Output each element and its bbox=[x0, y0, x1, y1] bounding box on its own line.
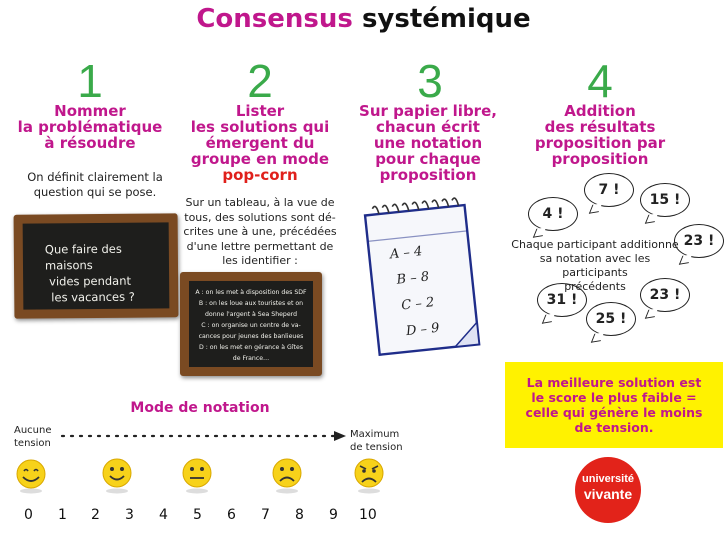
step-4-heading-line: proposition par bbox=[534, 134, 666, 152]
score-bubble: 23 ! bbox=[640, 278, 690, 312]
step-4-text-line: sa notation avec les participants bbox=[539, 252, 651, 279]
scale-tick: 5 bbox=[193, 507, 202, 523]
step-1-heading bbox=[0, 103, 180, 151]
score-bubble: 4 ! bbox=[528, 197, 578, 231]
scale-right-label-line: Maximum bbox=[350, 429, 400, 440]
step-4-text bbox=[510, 238, 680, 294]
logo-line-1: université bbox=[582, 473, 634, 485]
university-logo bbox=[575, 457, 641, 523]
step-1-number: 1 bbox=[77, 55, 103, 107]
scale-tick: 2 bbox=[91, 507, 100, 523]
notepad-line: B – 8 bbox=[395, 269, 430, 288]
step-3-heading-line: Sur papier libre, bbox=[359, 102, 497, 120]
chalkboard-line: donne l'argent à Sea Sheperd bbox=[204, 311, 298, 318]
chalkboard-question bbox=[14, 213, 179, 318]
scale-arrow bbox=[60, 430, 350, 442]
scale-tick: 10 bbox=[359, 507, 377, 523]
title-part-1: Consensus bbox=[196, 4, 353, 34]
step-2-heading-line: Lister bbox=[235, 102, 285, 120]
scale-tick: 4 bbox=[159, 507, 168, 523]
scale-right-label bbox=[350, 428, 403, 454]
conclusion-line: de tension. bbox=[574, 420, 654, 435]
step-4-heading-line: proposition bbox=[551, 150, 649, 168]
notepad-line: D – 9 bbox=[405, 320, 441, 340]
step-4-number: 4 bbox=[587, 55, 613, 107]
score-bubble: 31 ! bbox=[537, 283, 587, 317]
step-3-heading-line: une notation bbox=[373, 134, 483, 152]
step-1-heading-line: Nommer bbox=[54, 102, 126, 120]
step-3-heading bbox=[348, 103, 508, 183]
chalkboard-line: Que faire des maisons bbox=[44, 241, 122, 273]
score-bubble: 23 ! bbox=[674, 224, 724, 258]
chalkboard-line: de France… bbox=[232, 355, 270, 362]
step-2-text-line: crites une à une, précédées bbox=[183, 225, 337, 239]
chalkboard-line: C : on organise un centre de va- bbox=[201, 322, 301, 329]
notepad-line: C – 2 bbox=[400, 295, 435, 314]
scale-tick: 1 bbox=[58, 507, 67, 523]
step-3-heading-line: proposition bbox=[379, 166, 477, 184]
step-2-text-line: d'une lettre permettant de bbox=[186, 239, 334, 253]
smiley-smile-icon bbox=[100, 456, 134, 494]
step-2-text-line: tous, des solutions sont dé- bbox=[184, 210, 336, 224]
step-4-heading-line: Addition bbox=[564, 102, 636, 120]
scale-tick: 7 bbox=[261, 507, 270, 523]
scale-tick: 9 bbox=[329, 507, 338, 523]
chalkboard-line: vides pendant bbox=[49, 273, 132, 289]
scale-left-label bbox=[14, 424, 52, 450]
conclusion-line: celle qui génère le moins bbox=[525, 405, 703, 420]
smiley-angry-icon bbox=[352, 456, 386, 494]
step-4-heading bbox=[520, 103, 680, 167]
scale-tick: 3 bbox=[125, 507, 134, 523]
conclusion-box bbox=[505, 362, 723, 448]
scale-tick: 6 bbox=[227, 507, 236, 523]
step-1-text-line: question qui se pose. bbox=[33, 185, 157, 199]
score-bubble: 25 ! bbox=[586, 302, 636, 336]
step-2-heading-popcorn: pop-corn bbox=[222, 166, 298, 184]
logo-line-2: vivante bbox=[583, 486, 633, 502]
notepad-line: A – 4 bbox=[389, 244, 424, 263]
chalkboard-line: D : on les met en gérance à Gîtes bbox=[199, 344, 303, 351]
step-2-heading bbox=[175, 103, 345, 183]
step-2-text-line: Sur un tableau, à la vue de bbox=[185, 196, 335, 209]
step-1-text bbox=[10, 170, 180, 200]
step-2-heading-line: les solutions qui bbox=[190, 118, 330, 136]
step-2-heading-line: émergent du bbox=[205, 134, 315, 152]
score-bubble: 15 ! bbox=[640, 183, 690, 217]
smiley-sad-icon bbox=[270, 456, 304, 494]
step-2-text bbox=[180, 196, 340, 269]
step-3-heading-line: pour chaque bbox=[375, 150, 481, 168]
smiley-neutral-icon bbox=[180, 456, 214, 494]
chalkboard-line: A : on les met à disposition des SDF bbox=[195, 289, 307, 296]
chalkboard-line: cances pour jeunes des banlieues bbox=[198, 333, 304, 340]
scale-left-label-line: tension bbox=[14, 438, 51, 449]
page-title bbox=[0, 4, 727, 34]
smiley-happy-icon bbox=[14, 458, 48, 494]
step-3-number: 3 bbox=[417, 55, 443, 107]
step-4-heading-line: des résultats bbox=[544, 118, 656, 136]
step-3-heading-line: chacun écrit bbox=[376, 118, 480, 136]
title-part-2: systémique bbox=[361, 4, 531, 34]
scale-tick: 8 bbox=[295, 507, 304, 523]
notepad bbox=[358, 196, 484, 362]
conclusion-line: La meilleure solution est bbox=[526, 375, 702, 390]
step-4-text-line: Chaque participant additionne bbox=[511, 238, 679, 251]
step-1-text-line: On définit clairement la bbox=[27, 170, 163, 184]
scale-tick: 0 bbox=[24, 507, 33, 523]
step-2-text-line: les identifier : bbox=[222, 254, 298, 268]
conclusion-line: le score le plus faible = bbox=[531, 390, 697, 405]
step-1-heading-line: la problématique bbox=[17, 118, 163, 136]
score-bubble: 7 ! bbox=[584, 173, 634, 207]
scale-right-label-line: de tension bbox=[350, 442, 403, 453]
chalkboard-line: B : on les loue aux touristes et on bbox=[198, 300, 304, 307]
scale-title: Mode de notation bbox=[130, 400, 270, 416]
scale-left-label-line: Aucune bbox=[14, 425, 52, 436]
step-4-text-line: précédents bbox=[564, 280, 626, 293]
step-1-heading-line: à résoudre bbox=[44, 134, 136, 152]
chalkboard-line: les vacances ? bbox=[51, 289, 135, 305]
chalkboard-solutions bbox=[180, 272, 322, 376]
step-2-number: 2 bbox=[247, 55, 273, 107]
step-2-heading-line: groupe en mode bbox=[190, 150, 330, 168]
